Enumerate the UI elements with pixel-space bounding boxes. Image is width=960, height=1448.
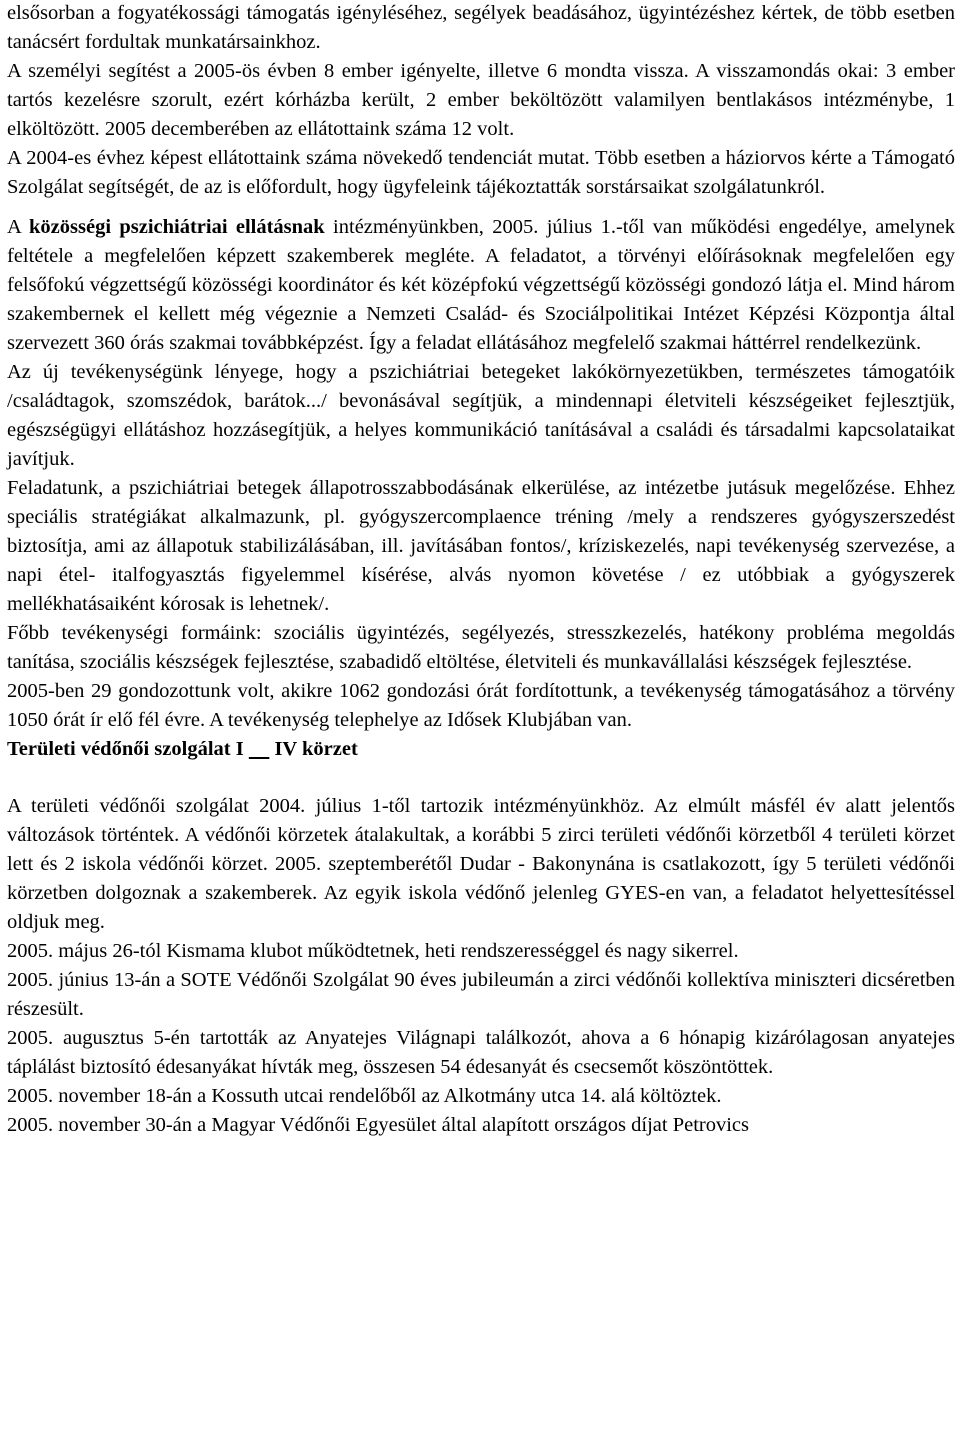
paragraph-tasks: Feladatunk, a pszichiátriai betegek állapotrosszabbodásának elkerülése, az intézetbe jutásuk megelőzése. Ehhez speciális stratégiákat alkalmazunk, pl. gyógyszercomplaence tréning /mely a rendszeres gyógyszerszedést biztosítja, ami az állapotuk stabilizálásában, ill. javításában fontos/, kríziskezelés, napi tevékenység szervezése, a napi étel- italfogyasztás figyelemmel kísérése, alvás nyomon követése / ez utóbbiak a gyógyszerek mellékhatásaiként kórosak is lehetnek/.	[7, 477, 955, 615]
paragraph-community-psychiatric-care	[7, 213, 955, 358]
section-heading	[7, 735, 955, 764]
paragraph-new-activity: Az új tevékenységünk lényege, hogy a pszichiátriai betegeket lakókörnyezetükben, természetes támogatóik /családtagok, szomszédok, barátok.../ bevonásával segítjük, a mindennapi életviteli készségeiket fejlesztjük, egészségügyi ellátáshoz hozzásegítjük, a helyes kommunikáció tanításával a családi és társadalmi kapcsolataikat javítjuk.	[7, 361, 955, 470]
psych-intro-bold: közösségi pszichiátriai ellátásnak	[29, 216, 325, 238]
paragraph-intro-continuation: elsősorban a fogyatékossági támogatás igényléséhez, segélyek beadásához, ügyintézéshez kértek, de több esetben tanácsért fordultak munkatársainkhoz.	[7, 2, 955, 53]
paragraph-mothers-club: 2005. május 26-tól Kismama klubot működtetnek, heti rendszerességgel és nagy sikerrel.	[7, 940, 739, 962]
paragraph-national-award: 2005. november 30-án a Magyar Védőnői Egyesület által alapított országos díjat Petrovics	[7, 1114, 749, 1136]
psych-intro-a: A	[7, 216, 30, 238]
paragraph-2005-statistics: 2005-ben 29 gondozottunk volt, akikre 1062 gondozási órát fordítottunk, a tevékenység támogatásához a törvény 1050 órát ír elő fél évre. A tevékenység telephelye az Idősek Klubjában van.	[7, 680, 955, 731]
paragraph-sote-jubilee: 2005. június 13-án a SOTE Védőnői Szolgálat 90 éves jubileumán a zirci védőnői kollektíva miniszteri dicséretben részesült.	[7, 969, 955, 1020]
paragraph-relocation: 2005. november 18-án a Kossuth utcai rendelőből az Alkotmány utca 14. alá költöztek.	[7, 1085, 722, 1107]
psych-intro-rest: intézményünkben, 2005. július 1.-től van működési engedélye, amelynek feltétele a megfelelően képzett szakemberek megléte. A feladatot, a törvényi előírásoknak megfelelően egy felsőfokú végzettségű közösségi koordinátor és két középfokú végzettségű közösségi gondozó látja el. Mind három szakembernek el kellett még végeznie a Nemzeti Család- és Szociálpolitikai Intézet Képzési Központja által szervezett 360 órás szakmai továbbképzést. Így a feladat ellátásához megfelelő szakmai háttérrel rendelkezünk.	[7, 216, 955, 354]
section-heading-prefix: Területi védőnői szolgálat I	[7, 738, 249, 760]
section-heading-underlined	[249, 738, 270, 760]
paragraph-growth-trend: A 2004-es évhez képest ellátottaink száma növekedő tendenciát mutat. Több esetben a háziorvos kérte a Támogató Szolgálat segítségét, de az is előfordult, hogy ügyfeleink tájékoztatták sorstársaikat szolgálatunkról.	[7, 147, 955, 198]
paragraph-breastfeeding-day: 2005. augusztus 5-én tartották az Anyatejes Világnapi találkozót, ahova a 6 hónapig kizárólagosan anyatejes táplálást biztosító édesanyákat hívták meg, összesen 54 édesanyát és csecsemőt köszöntöttek.	[7, 1027, 955, 1078]
paragraph-health-visitor-service: A területi védőnői szolgálat 2004. július 1-től tartozik intézményünkhöz. Az elmúlt másfél év alatt jelentős változások történtek. A védőnői körzetek átalakultak, a korábbi 5 zirci területi védőnői körzetből 4 területi körzet lett és 2 iskola védőnői körzet. 2005. szeptemberétől Dudar - Bakonynána is csatlakozott, így 5 területi védőnői körzetben dolgoznak a szakemberek. Az egyik iskola védőnő jelenleg GYES-en van, a feladatot helyettesítéssel oldjuk meg.	[7, 795, 955, 933]
paragraph-main-activities: Főbb tevékenységi formáink: szociális ügyintézés, segélyezés, stresszkezelés, hatékony probléma megoldás tanítása, szociális készségek fejlesztése, szabadidő eltöltése, életviteli és munkavállalási készségek fejlesztése.	[7, 622, 955, 673]
document-page	[7, 0, 955, 1140]
section-heading-suffix: IV körzet	[269, 738, 358, 760]
paragraph-personal-assistance: A személyi segítést a 2005-ös évben 8 ember igényelte, illetve 6 mondta vissza. A visszamondás okai: 3 ember tartós kezelésre szorult, ezért kórházba került, 2 ember beköltözött valamilyen bentlakásos intézménybe, 1 elköltözött. 2005 decemberében az ellátottaink száma 12 volt.	[7, 60, 955, 140]
